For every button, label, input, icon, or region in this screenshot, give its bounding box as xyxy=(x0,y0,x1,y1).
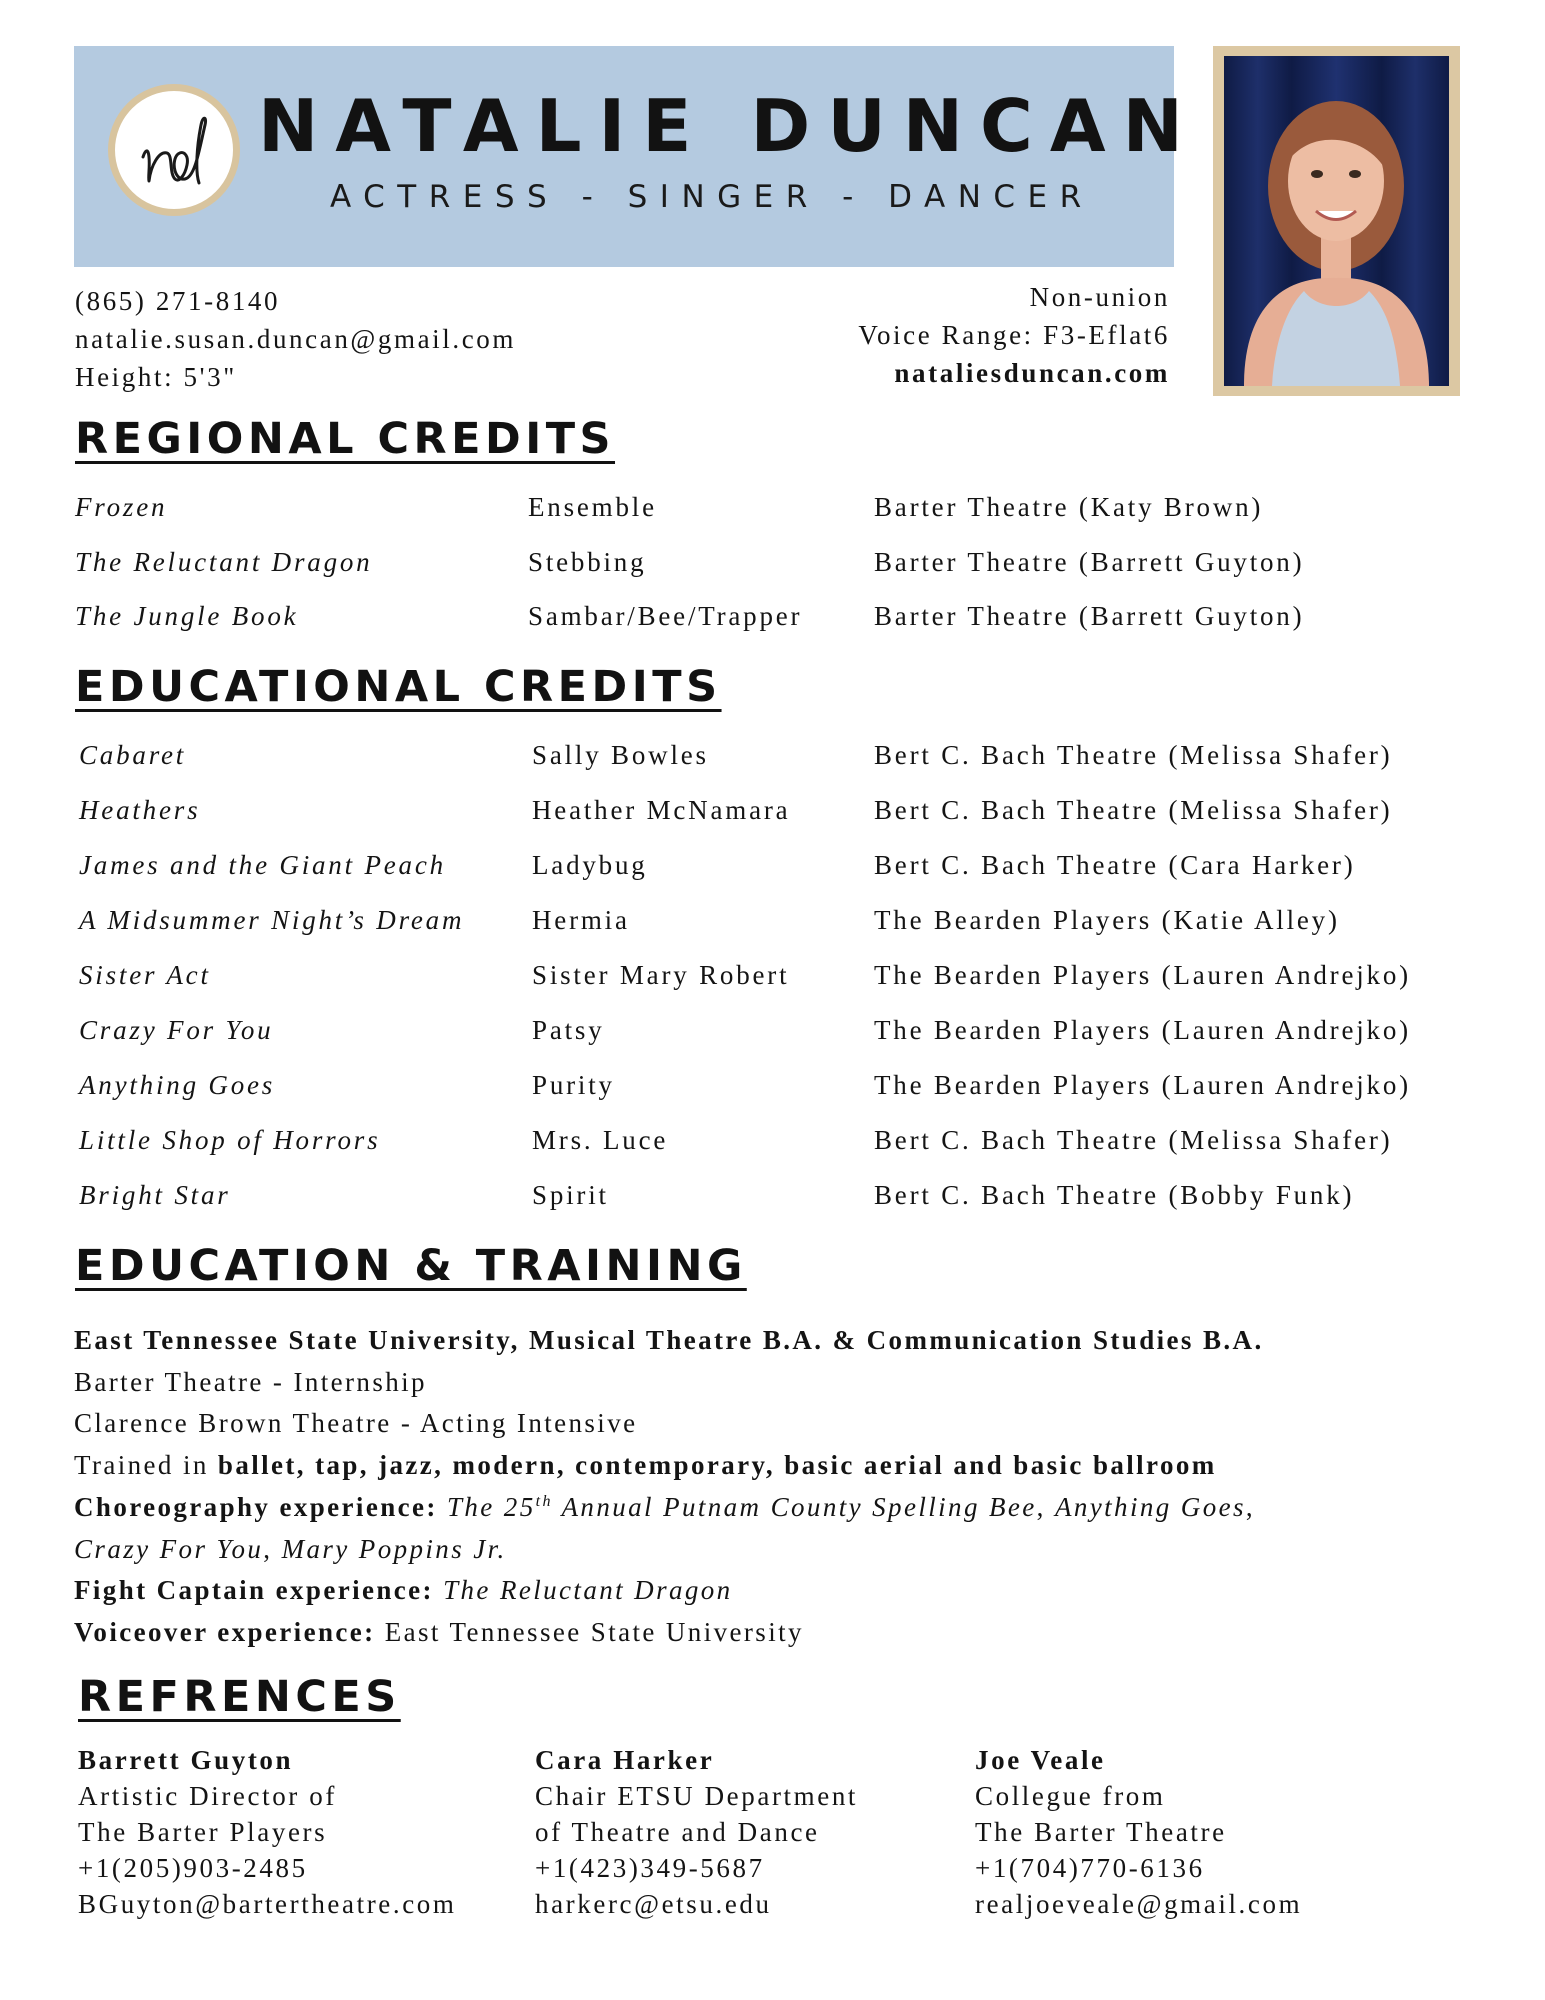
venue: Bert C. Bach Theatre (Melissa Shafer) xyxy=(874,1125,1393,1155)
choreo-show-1-post: Annual Putnam County Spelling Bee xyxy=(552,1491,1037,1522)
show-title: Anything Goes xyxy=(79,1070,276,1100)
venue: Bert C. Bach Theatre (Melissa Shafer) xyxy=(874,795,1393,825)
phone: (865) 271-8140 xyxy=(75,286,281,316)
reference-title-1: Artistic Director of xyxy=(78,1781,337,1811)
headshot-photo xyxy=(1224,56,1449,386)
credit-row xyxy=(0,907,1545,947)
show-title: James and the Giant Peach xyxy=(79,850,446,880)
role: Ladybug xyxy=(532,850,648,880)
height: Height: 5'3" xyxy=(75,362,237,392)
choreo-show-4: Mary Poppins Jr. xyxy=(281,1533,507,1564)
role: Hermia xyxy=(532,905,630,935)
credit-row xyxy=(0,962,1545,1002)
credit-row xyxy=(0,1127,1545,1167)
reference-card xyxy=(78,1742,457,1922)
role: Stebbing xyxy=(528,547,647,577)
choreo-sep-1: , xyxy=(1036,1491,1055,1522)
fight-label: Fight Captain experience: xyxy=(74,1575,434,1606)
venue: Barter Theatre (Barrett Guyton) xyxy=(874,547,1305,577)
reference-email[interactable]: realjoeveale@gmail.com xyxy=(975,1889,1303,1919)
choreo-sep-2: , xyxy=(1245,1491,1256,1522)
venue: Barter Theatre (Barrett Guyton) xyxy=(874,601,1305,631)
website-link[interactable]: nataliesduncan.com xyxy=(894,358,1170,388)
choreo-show-1-pre: The 25 xyxy=(446,1491,536,1522)
venue: Bert C. Bach Theatre (Melissa Shafer) xyxy=(874,740,1393,770)
show-title: The Reluctant Dragon xyxy=(75,547,373,577)
show-title: Bright Star xyxy=(79,1180,231,1210)
credit-row xyxy=(0,1182,1545,1222)
educational-credits-heading: EDUCATIONAL CREDITS xyxy=(75,662,722,712)
venue: Barter Theatre (Katy Brown) xyxy=(874,492,1264,522)
reference-title-1: Collegue from xyxy=(975,1781,1166,1811)
regional-credits-heading: REGIONAL CREDITS xyxy=(75,414,616,464)
trained-line xyxy=(74,1445,1494,1487)
role: Patsy xyxy=(532,1015,605,1045)
credit-row xyxy=(0,1072,1545,1112)
show-title: A Midsummer Night’s Dream xyxy=(79,905,465,935)
venue: The Bearden Players (Lauren Andrejko) xyxy=(874,1015,1411,1045)
union-status: Non-union xyxy=(1029,282,1170,312)
choreography-line xyxy=(74,1487,1494,1529)
choreo-show-2: Anything Goes xyxy=(1054,1491,1246,1522)
show-title: Heathers xyxy=(79,795,201,825)
reference-title-2: The Barter Players xyxy=(78,1817,328,1847)
fight-show: The Reluctant Dragon xyxy=(443,1575,733,1606)
trained-styles: ballet, tap, jazz, modern, contemporary, basic aerial and basic ballroom xyxy=(217,1450,1217,1481)
venue: The Bearden Players (Lauren Andrejko) xyxy=(874,960,1411,990)
venue: Bert C. Bach Theatre (Bobby Funk) xyxy=(874,1180,1355,1210)
venue: The Bearden Players (Katie Alley) xyxy=(874,905,1340,935)
trained-prefix: Trained in xyxy=(74,1450,218,1481)
venue: The Bearden Players (Lauren Andrejko) xyxy=(874,1070,1411,1100)
internship-line: Barter Theatre - Internship xyxy=(74,1366,427,1397)
choreography-label: Choreography experience: xyxy=(74,1491,438,1522)
show-title: Sister Act xyxy=(79,960,211,990)
reference-phone: +1(423)349-5687 xyxy=(535,1853,765,1883)
monogram-logo xyxy=(108,84,240,216)
role: Mrs. Luce xyxy=(532,1125,669,1155)
tagline: ACTRESS - SINGER - DANCER xyxy=(330,179,1094,215)
reference-phone: +1(205)903-2485 xyxy=(78,1853,308,1883)
credit-row xyxy=(0,852,1545,892)
show-title: Little Shop of Horrors xyxy=(79,1125,381,1155)
credit-row xyxy=(0,494,1545,534)
choreography-line-2 xyxy=(74,1529,1494,1571)
contact-left xyxy=(75,282,516,396)
training-block xyxy=(74,1320,1494,1654)
contact-right xyxy=(858,278,1170,392)
voiceover-line xyxy=(74,1612,1494,1654)
intensive-line: Clarence Brown Theatre - Acting Intensive xyxy=(74,1408,638,1439)
references-heading: REFRENCES xyxy=(78,1672,401,1722)
fight-captain-line xyxy=(74,1570,1494,1612)
reference-card xyxy=(535,1742,858,1922)
venue: Bert C. Bach Theatre (Cara Harker) xyxy=(874,850,1356,880)
reference-title-2: The Barter Theatre xyxy=(975,1817,1227,1847)
reference-email[interactable]: harkerc@etsu.edu xyxy=(535,1889,772,1919)
credit-row xyxy=(0,797,1545,837)
choreo-show-1-sup: th xyxy=(535,1492,553,1510)
reference-name: Barrett Guyton xyxy=(78,1745,294,1775)
reference-email[interactable]: BGuyton@bartertheatre.com xyxy=(78,1889,457,1919)
role: Spirit xyxy=(532,1180,609,1210)
voice-range: Voice Range: F3-Eflat6 xyxy=(858,320,1170,350)
show-title: Crazy For You xyxy=(79,1015,274,1045)
role: Sister Mary Robert xyxy=(532,960,790,990)
education-training-heading: EDUCATION & TRAINING xyxy=(75,1241,747,1291)
actor-name: NATALIE DUNCAN xyxy=(258,84,1200,168)
reference-title-2: of Theatre and Dance xyxy=(535,1817,820,1847)
reference-phone: +1(704)770-6136 xyxy=(975,1853,1205,1883)
reference-card xyxy=(975,1742,1302,1922)
reference-name: Cara Harker xyxy=(535,1745,715,1775)
voiceover-value: East Tennessee State University xyxy=(384,1616,804,1647)
role: Sally Bowles xyxy=(532,740,709,770)
show-title: Cabaret xyxy=(79,740,187,770)
reference-name: Joe Veale xyxy=(975,1745,1106,1775)
credit-row xyxy=(0,1017,1545,1057)
email[interactable]: natalie.susan.duncan@gmail.com xyxy=(75,324,517,354)
credit-row xyxy=(0,549,1545,589)
credit-row xyxy=(0,742,1545,782)
role: Sambar/Bee/Trapper xyxy=(528,601,803,631)
degree-line: East Tennessee State University, Musical Theatre B.A. & Communication Studies B.A. xyxy=(74,1325,1264,1355)
role: Heather McNamara xyxy=(532,795,791,825)
show-title: Frozen xyxy=(75,492,168,522)
reference-title-1: Chair ETSU Department xyxy=(535,1781,859,1811)
role: Purity xyxy=(532,1070,615,1100)
choreo-sep-3: , xyxy=(263,1533,282,1564)
show-title: The Jungle Book xyxy=(75,601,299,631)
choreo-show-3: Crazy For You xyxy=(74,1533,264,1564)
role: Ensemble xyxy=(528,492,657,522)
monogram-glyph xyxy=(115,91,233,209)
voiceover-label: Voiceover experience: xyxy=(74,1616,376,1647)
credit-row xyxy=(0,603,1545,643)
